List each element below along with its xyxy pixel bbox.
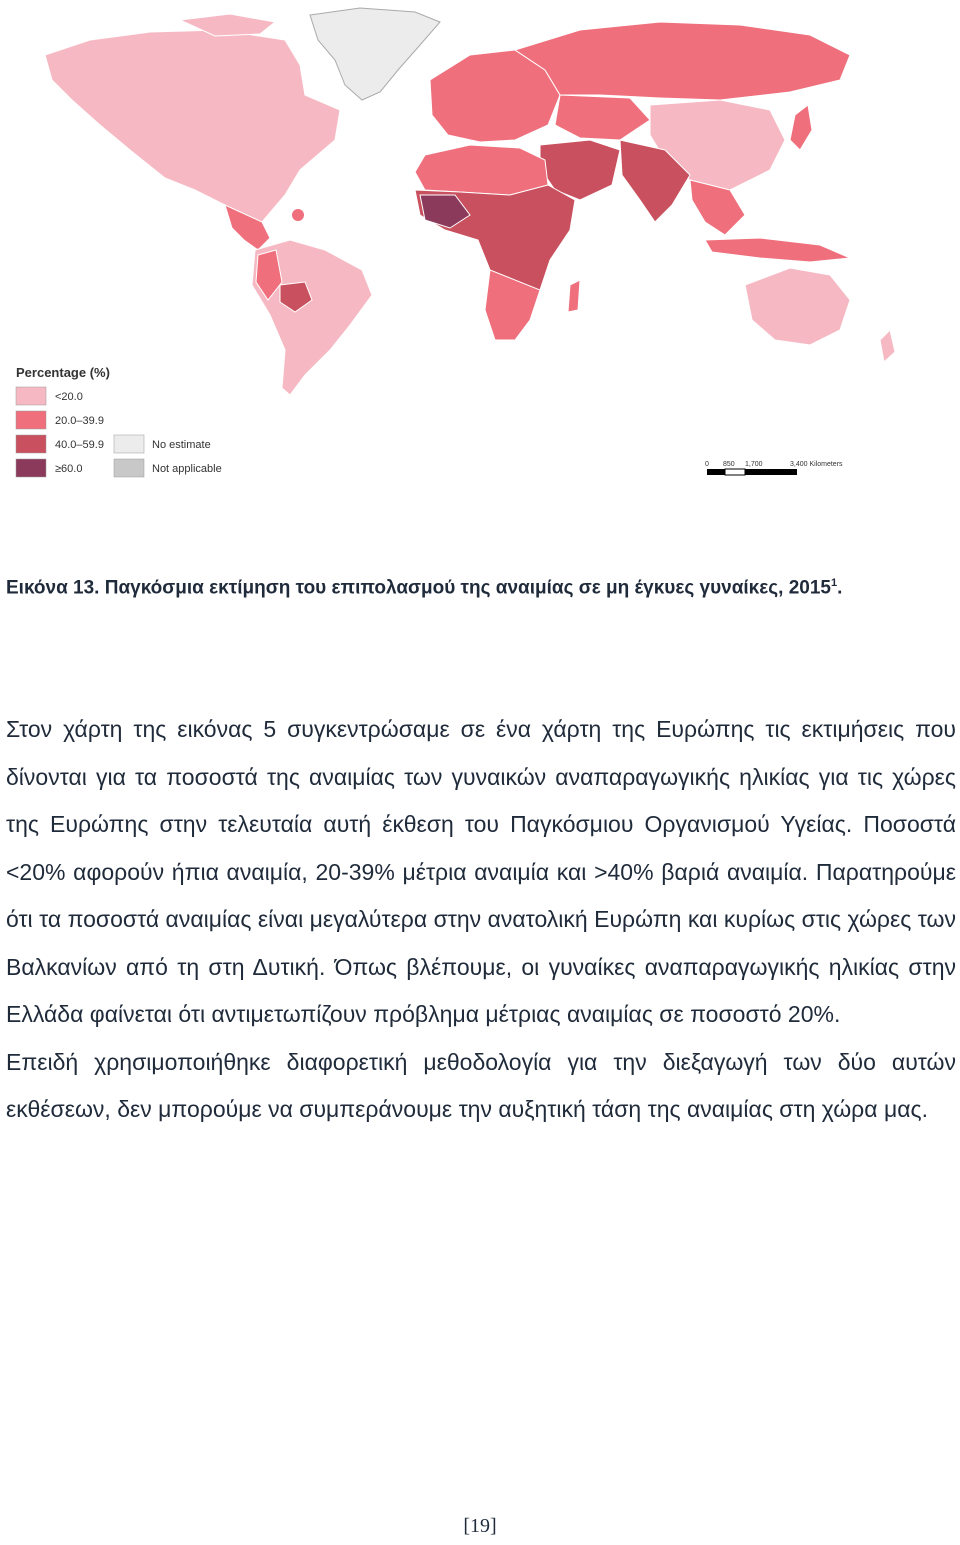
map-region-north-america xyxy=(45,30,340,222)
scale-tick-0: 0 xyxy=(705,461,709,468)
legend-swatch-1 xyxy=(16,387,46,405)
caption-reference: 1 xyxy=(831,577,838,589)
legend-swatch-not-applicable xyxy=(114,459,144,477)
scale-tick-2: 1,700 xyxy=(745,461,763,468)
legend-swatch-4 xyxy=(16,459,46,477)
map-region-australia xyxy=(745,268,850,345)
legend-label-not-applicable: Not applicable xyxy=(152,463,222,475)
legend-label-1: <20.0 xyxy=(55,391,83,403)
caption-suffix: . xyxy=(837,577,843,599)
legend-swatch-no-estimate xyxy=(114,435,144,453)
world-anemia-map-figure xyxy=(0,0,960,500)
scale-bar xyxy=(705,461,843,475)
legend-label-4: ≥60.0 xyxy=(55,463,83,475)
map-region-caribbean xyxy=(292,209,304,221)
map-region-new-zealand xyxy=(880,330,895,362)
map-region-greenland xyxy=(310,8,440,100)
map-region-central-asia xyxy=(555,95,650,140)
figure-caption xyxy=(6,564,956,607)
page-number: [19] xyxy=(463,1515,497,1537)
map-region-indonesia xyxy=(705,238,850,262)
map-legend xyxy=(16,365,222,477)
map-region-russia xyxy=(515,22,850,100)
map-region-southeast-asia xyxy=(690,180,745,235)
scale-tick-1: 850 xyxy=(723,461,735,468)
legend-label-3: 40.0–59.9 xyxy=(55,439,104,451)
legend-label-no-estimate: No estimate xyxy=(152,439,211,451)
legend-swatch-3 xyxy=(16,435,46,453)
legend-title: Percentage (%) xyxy=(16,365,110,380)
caption-text: Εικόνα 13. Παγκόσμια εκτίμηση του επιπολασμού της αναιμίας σε μη έγκυες γυναίκες, 2015 xyxy=(6,577,831,599)
map-region-madagascar xyxy=(568,280,580,312)
paragraph-2: Επειδή χρησιμοποιήθηκε διαφορετική μεθοδολογία για την διεξαγωγή των δύο αυτών εκθέσεων, δεν μπορούμε να συμπεράνουμε την αυξητική τάση της αναιμίας στη χώρα μας. xyxy=(6,1048,956,1122)
scale-tick-3: 3,400 Kilometers xyxy=(790,461,843,468)
map-region-north-africa xyxy=(415,145,548,195)
paragraph-1: Στον χάρτη της εικόνας 5 συγκεντρώσαμε σε ένα χάρτη της Ευρώπης τις εκτιμήσεις που δίνονται για τα ποσοστά της αναιμίας των γυναικών αναπαραγωγικής ηλικίας για τις χώρες της Ευρώπης στην τελευταία αυτή έκθεση του Παγκόσμιου Οργανισμού Υγείας. Ποσοστά <20% αφορούν ήπια αναιμία, 20-39% μέτρια αναιμία και >40% βαριά αναιμία. Παρατηρούμε ότι τα ποσοστά αναιμίας είναι μεγαλύτερα στην ανατολική Ευρώπη και κυρίως στις χώρες των Βαλκανίων από τη στη Δυτική. Όπως βλέπουμε, οι γυναίκες αναπαραγωγικής ηλικίας στην Ελλάδα φαίνεται ότι αντιμετωπίζουν πρόβλημα μέτριας αναιμίας σε ποσοστό 20%. xyxy=(6,716,956,1027)
legend-swatch-2 xyxy=(16,411,46,429)
world-map xyxy=(0,0,960,500)
body-text xyxy=(6,706,956,1134)
legend-label-2: 20.0–39.9 xyxy=(55,415,104,427)
map-region-japan xyxy=(790,105,812,150)
